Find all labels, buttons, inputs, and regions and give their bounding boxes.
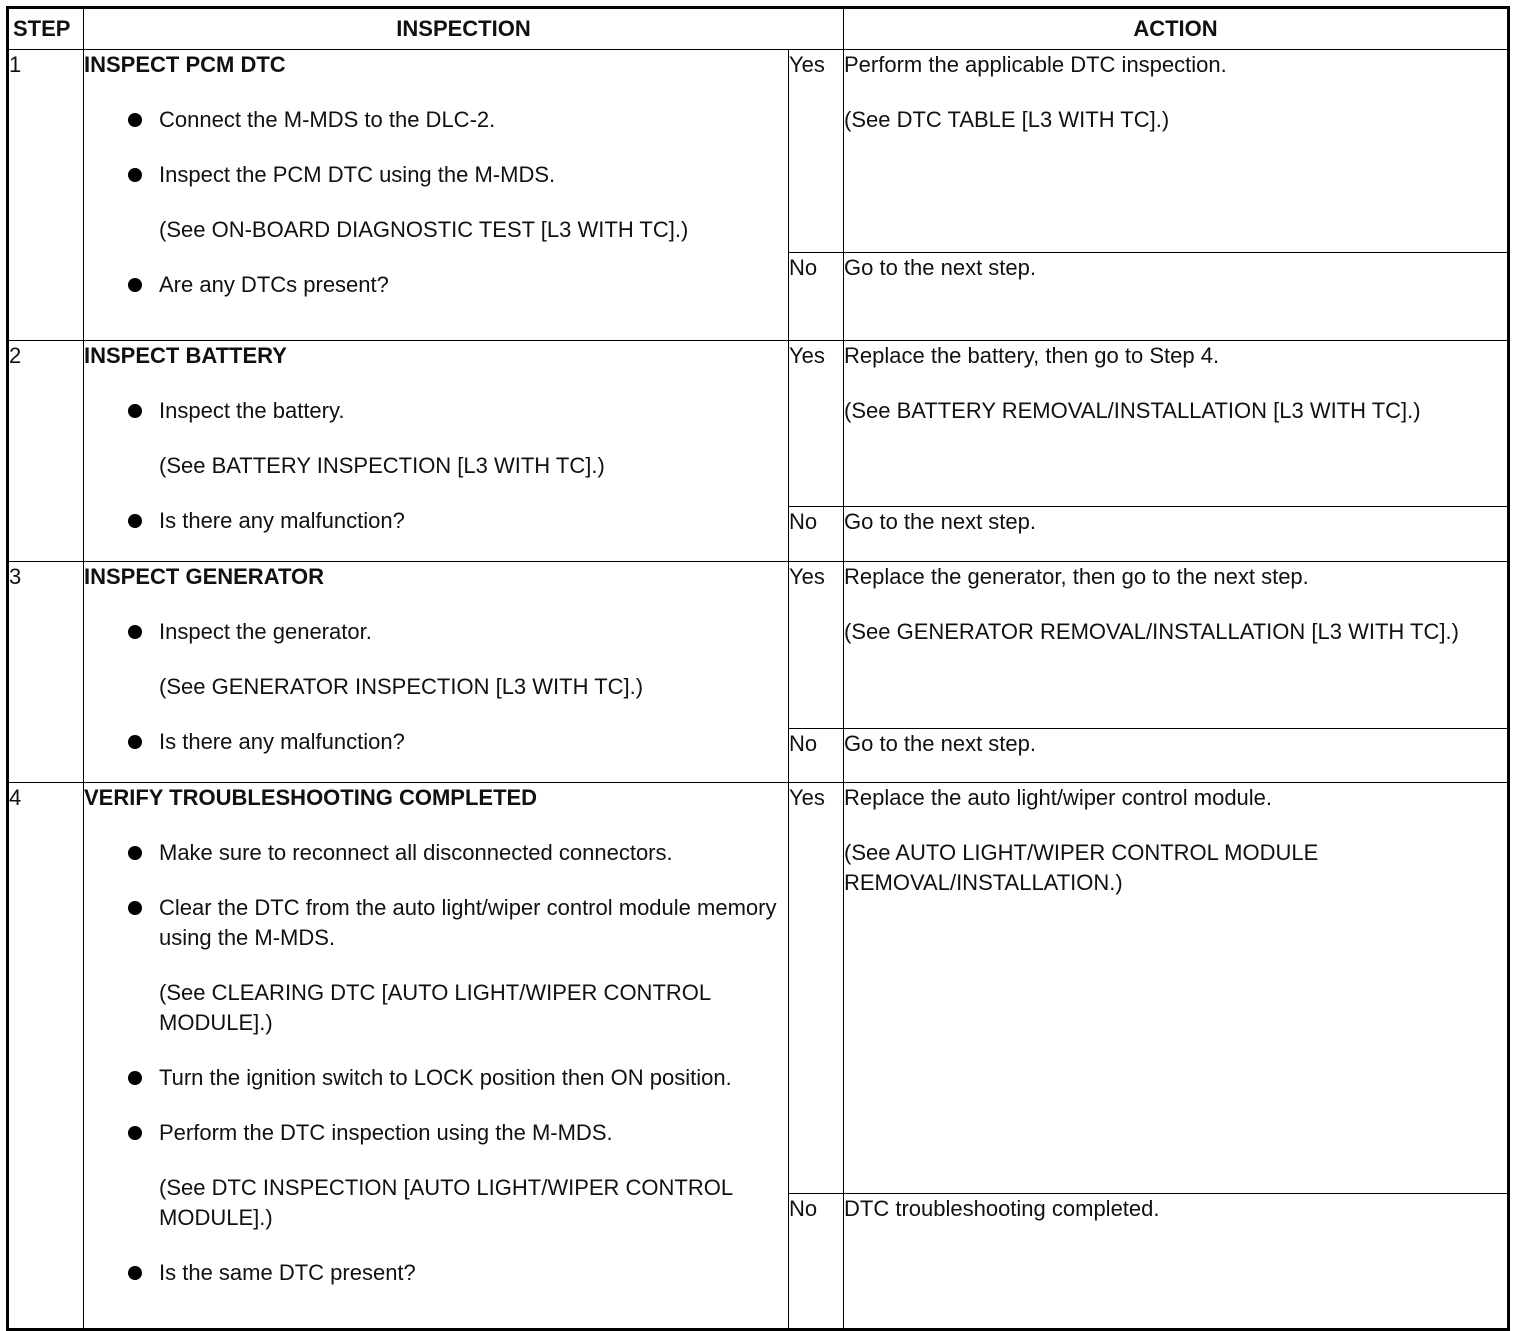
step-4-yes-row bbox=[8, 783, 1509, 1194]
yes-label: Yes bbox=[789, 50, 844, 253]
header-step: STEP bbox=[8, 8, 84, 50]
yes-label: Yes bbox=[789, 341, 844, 507]
list-item: Are any DTCs present? bbox=[84, 270, 788, 300]
list-item: Turn the ignition switch to LOCK position then ON position. bbox=[84, 1063, 788, 1093]
step-number: 3 bbox=[8, 562, 84, 783]
no-action: DTC troubleshooting completed. bbox=[844, 1194, 1509, 1330]
inspection-list bbox=[84, 838, 788, 953]
step-2-inspection bbox=[84, 341, 789, 562]
yes-action bbox=[844, 341, 1509, 507]
list-item: Perform the DTC inspection using the M-MDS. bbox=[84, 1118, 788, 1148]
no-label: No bbox=[789, 506, 844, 561]
header-action: ACTION bbox=[844, 8, 1509, 50]
action-text: Replace the battery, then go to Step 4. bbox=[844, 343, 1220, 368]
question-list bbox=[84, 727, 788, 757]
bullet-icon bbox=[128, 404, 142, 418]
bullet-icon bbox=[128, 514, 142, 528]
step-title: INSPECT GENERATOR bbox=[84, 564, 324, 589]
list-item: Connect the M-MDS to the DLC-2. bbox=[84, 105, 788, 135]
list-item: Inspect the generator. bbox=[84, 617, 788, 647]
yes-label: Yes bbox=[789, 783, 844, 1194]
bullet-icon bbox=[128, 901, 142, 915]
header-inspection: INSPECTION bbox=[84, 8, 844, 50]
action-reference: (See GENERATOR REMOVAL/INSTALLATION [L3 WITH TC].) bbox=[844, 619, 1459, 644]
action-reference: (See BATTERY REMOVAL/INSTALLATION [L3 WITH TC].) bbox=[844, 398, 1421, 423]
step-3-yes-row bbox=[8, 562, 1509, 729]
step-1-inspection bbox=[84, 50, 789, 341]
bullet-icon bbox=[128, 1266, 142, 1280]
reference-text: (See GENERATOR INSPECTION [L3 WITH TC].) bbox=[159, 674, 644, 699]
bullet-icon bbox=[128, 278, 142, 292]
list-item: Is there any malfunction? bbox=[84, 727, 788, 757]
action-reference: (See DTC TABLE [L3 WITH TC].) bbox=[844, 107, 1170, 132]
step-title: INSPECT BATTERY bbox=[84, 343, 287, 368]
bullet-icon bbox=[128, 113, 142, 127]
inspection-list bbox=[84, 396, 788, 426]
reference-text: (See BATTERY INSPECTION [L3 WITH TC].) bbox=[159, 453, 605, 478]
no-label: No bbox=[789, 253, 844, 341]
bullet-icon bbox=[128, 625, 142, 639]
yes-label: Yes bbox=[789, 562, 844, 729]
inspection-list bbox=[84, 105, 788, 190]
bullet-icon bbox=[128, 846, 142, 860]
no-label: No bbox=[789, 728, 844, 782]
reference-text: (See DTC INSPECTION [AUTO LIGHT/WIPER CONTROL MODULE].) bbox=[159, 1175, 733, 1230]
list-item: Make sure to reconnect all disconnected connectors. bbox=[84, 838, 788, 868]
step-title: INSPECT PCM DTC bbox=[84, 52, 286, 77]
no-action: Go to the next step. bbox=[844, 728, 1509, 782]
list-item: Inspect the battery. bbox=[84, 396, 788, 426]
question-list bbox=[84, 270, 788, 300]
step-4-inspection bbox=[84, 783, 789, 1330]
step-number: 4 bbox=[8, 783, 84, 1330]
yes-action bbox=[844, 562, 1509, 729]
step-title: VERIFY TROUBLESHOOTING COMPLETED bbox=[84, 785, 538, 810]
yes-action bbox=[844, 783, 1509, 1194]
troubleshooting-table bbox=[6, 6, 1510, 1331]
list-item: Is the same DTC present? bbox=[84, 1258, 788, 1288]
action-text: Replace the generator, then go to the next step. bbox=[844, 564, 1309, 589]
reference-text: (See CLEARING DTC [AUTO LIGHT/WIPER CONTROL MODULE].) bbox=[159, 980, 711, 1035]
step-2-yes-row bbox=[8, 341, 1509, 507]
question-list bbox=[84, 506, 788, 536]
bullet-icon bbox=[128, 1126, 142, 1140]
action-reference: (See AUTO LIGHT/WIPER CONTROL MODULE REMOVAL/INSTALLATION.) bbox=[844, 840, 1319, 895]
step-number: 2 bbox=[8, 341, 84, 562]
no-action: Go to the next step. bbox=[844, 506, 1509, 561]
no-action: Go to the next step. bbox=[844, 253, 1509, 341]
bullet-icon bbox=[128, 1071, 142, 1085]
list-item: Inspect the PCM DTC using the M-MDS. bbox=[84, 160, 788, 190]
reference-text: (See ON-BOARD DIAGNOSTIC TEST [L3 WITH TC].) bbox=[159, 217, 689, 242]
question-list bbox=[84, 1258, 788, 1288]
header-row bbox=[8, 8, 1509, 50]
yes-action bbox=[844, 50, 1509, 253]
bullet-icon bbox=[128, 168, 142, 182]
list-item: Is there any malfunction? bbox=[84, 506, 788, 536]
list-item: Clear the DTC from the auto light/wiper control module memory using the M-MDS. bbox=[84, 893, 788, 953]
step-3-inspection bbox=[84, 562, 789, 783]
action-text: Perform the applicable DTC inspection. bbox=[844, 52, 1227, 77]
step-1-yes-row bbox=[8, 50, 1509, 253]
no-label: No bbox=[789, 1194, 844, 1330]
inspection-list bbox=[84, 1063, 788, 1148]
action-text: Replace the auto light/wiper control module. bbox=[844, 785, 1273, 810]
bullet-icon bbox=[128, 735, 142, 749]
inspection-list bbox=[84, 617, 788, 647]
step-number: 1 bbox=[8, 50, 84, 341]
